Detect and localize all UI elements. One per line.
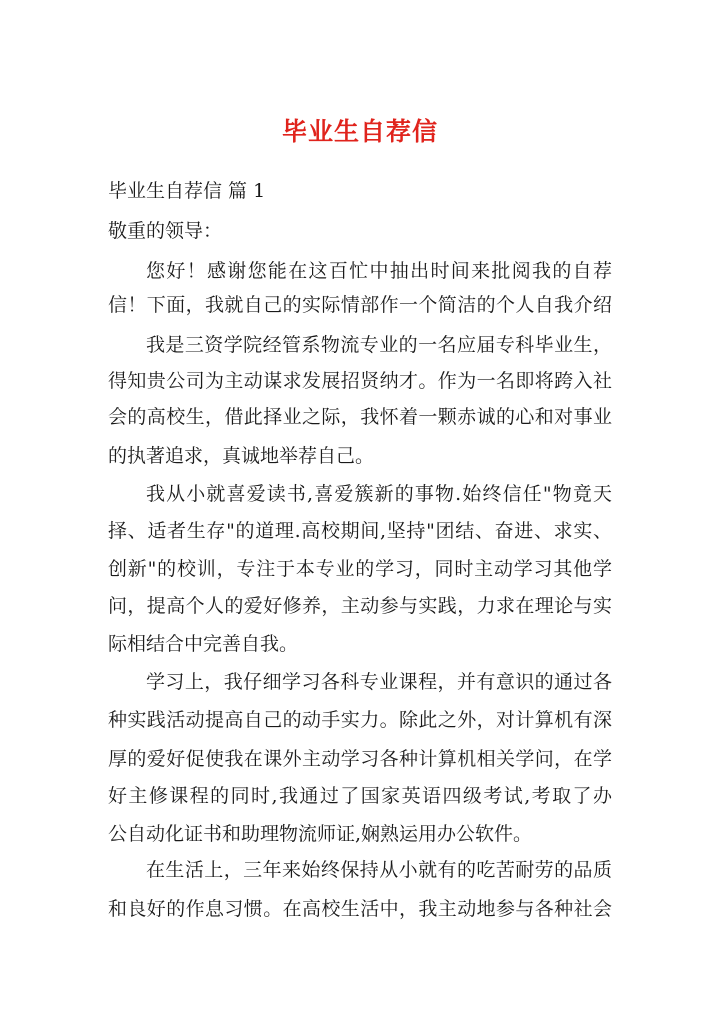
paragraph-line: 好主修课程的同时,我通过了国家英语四级考试,考取了办 (108, 785, 612, 807)
paragraph-line: 我是三资学院经管系物流专业的一名应届专科毕业生， (146, 334, 612, 356)
paragraph-line: 我从小就喜爱读书,喜爱簇新的事物.始终信任"物竟天 (146, 483, 612, 505)
paragraph-line: 会的高校生，借此择业之际，我怀着一颗赤诚的心和对事业 (108, 406, 612, 428)
paragraph-line: 择、适者生存"的道理.高校期间,坚持"团结、奋进、求实、 (108, 520, 612, 542)
paragraph-line: 的执著追求，真诚地举荐自己。 (108, 445, 375, 467)
paragraph-line: 问，提高个人的爱好修养，主动参与实践，力求在理论与实 (108, 595, 612, 617)
paragraph-line: 际相结合中完善自我。 (108, 633, 299, 655)
paragraph-line: 得知贵公司为主动谋求发展招贤纳才。作为一名即将跨入社 (108, 370, 612, 392)
paragraph-line: 学习上，我仔细学习各科专业课程，并有意识的通过各 (146, 671, 612, 693)
paragraph-line: 和良好的作息习惯。在高校生活中，我主动地参与各种社会 (108, 898, 612, 920)
paragraph-line: 创新"的校训，专注于本专业的学习，同时主动学习其他学 (108, 558, 612, 580)
paragraph-line: 信！下面，我就自己的实际情部作一个简洁的个人自我介绍 (108, 294, 612, 316)
paragraph-line: 在生活上，三年来始终保持从小就有的吃苦耐劳的品质 (146, 859, 612, 881)
subheading: 毕业生自荐信 篇 1 (108, 180, 266, 202)
paragraph-line: 种实践活动提高自己的动手实力。除此之外，对计算机有深 (108, 709, 612, 731)
salutation: 敬重的领导： (108, 220, 223, 242)
paragraph-line: 厚的爱好促使我在课外主动学习各种计算机相关学问，在学 (108, 748, 612, 770)
paragraph-line: 您好！感谢您能在这百忙中抽出时间来批阅我的自荐 (146, 260, 612, 282)
document-title: 毕业生自荐信 (281, 117, 438, 146)
paragraph-line: 公自动化证书和助理物流师证,娴熟运用办公软件。 (108, 823, 533, 845)
